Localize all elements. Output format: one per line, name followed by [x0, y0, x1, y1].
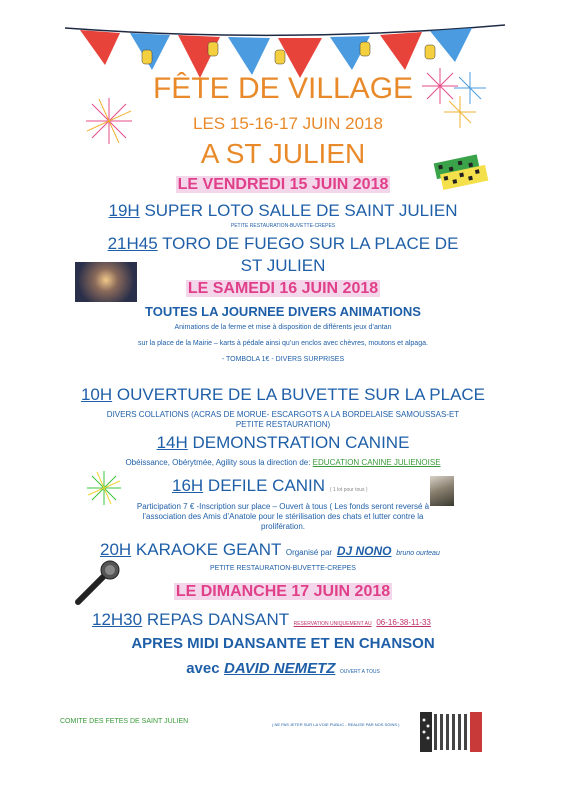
- canine-club: EDUCATION CANINE JULIENOISE: [312, 458, 441, 467]
- participation-line-1: Participation 7 € -Inscription sur place – Ouvert à tous ( Les fonds seront reversé à: [136, 502, 430, 511]
- defile-row: [172, 476, 492, 496]
- defile-text: DEFILE CANIN: [207, 476, 326, 495]
- artist-row: [0, 660, 566, 678]
- loto-row: [0, 201, 566, 221]
- collations-line-1: DIVERS COLLATIONS (ACRAS DE MORUE- ESCARGOTS A LA BORDELAISE SAMOUSSAS-ET: [106, 410, 460, 419]
- event-title: FÊTE DE VILLAGE: [152, 72, 414, 105]
- karaoke-row: [100, 540, 520, 560]
- karaoke-text: KARAOKE GEANT: [135, 540, 282, 559]
- buvette-row: [0, 385, 566, 405]
- committee-name: COMITE DES FETES DE SAINT JULIEN: [60, 718, 189, 725]
- canine-time: 14H: [156, 433, 188, 452]
- loto-note: PETITE RESTAURATION-BUVETTE-CREPES: [230, 223, 336, 229]
- canine-detail-row: [0, 458, 566, 467]
- buvette-time: 10H: [80, 385, 113, 404]
- loto-text: SUPER LOTO SALLE DE SAINT JULIEN: [144, 201, 458, 220]
- toro-row: [0, 234, 566, 254]
- buvette-text: OUVERTURE DE LA BUVETTE SUR LA PLACE: [116, 385, 486, 404]
- participation-line-3: prolifération.: [260, 522, 306, 531]
- animations-line-1: Animations de la ferme et mise à disposition de différents jeux d’antan: [174, 324, 392, 331]
- saturday-heading-row: [0, 280, 566, 298]
- canine-row: [0, 433, 566, 453]
- event-place: A ST JULIEN: [200, 138, 366, 169]
- accordion-image: [418, 706, 484, 758]
- defile-time: 16H: [172, 476, 204, 495]
- artist-note: OUVERT A TOUS: [339, 669, 380, 675]
- friday-heading: LE VENDREDI 15 JUIN 2018: [177, 176, 389, 193]
- sparkler-image: [86, 470, 122, 506]
- karaoke-time: 20H: [100, 540, 132, 559]
- toro-time: 21H45: [107, 234, 158, 253]
- tombola: - TOMBOLA 1€ - DIVERS SURPRISES: [221, 356, 345, 363]
- reservation-label: RESERVATION UNIQUEMENT AU: [293, 621, 372, 627]
- saturday-heading: LE SAMEDI 16 JUIN 2018: [187, 280, 379, 297]
- toro-text-2: ST JULIEN: [240, 256, 326, 275]
- artist-name: DAVID NEMETZ: [224, 660, 336, 677]
- karaoke-organiser-label: Organisé par: [285, 548, 333, 557]
- repas-row: [92, 610, 532, 630]
- collations-line-2: PETITE RESTAURATION): [235, 420, 331, 429]
- repas-text: REPAS DANSANT: [146, 610, 289, 629]
- canine-text: DEMONSTRATION CANINE: [192, 433, 410, 452]
- karaoke-dj: DJ NONO: [336, 544, 392, 558]
- participation-line-2: l’association des Amis d’Anatole pour le stérilisation des chats et lutter contre la: [142, 512, 424, 521]
- saturday-day-title: TOUTES LA JOURNEE DIVERS ANIMATIONS: [145, 304, 421, 319]
- apres-midi: APRES MIDI DANSANTE ET EN CHANSON: [131, 635, 435, 652]
- reservation-phone: 06-16-38-11-33: [376, 618, 431, 627]
- avec-label: avec: [186, 660, 220, 677]
- sunday-heading-row: [0, 583, 566, 601]
- animations-line-2: sur la place de la Mairie – karts à pédale ainsi qu’un enclos avec chèvres, moutons et alpaga.: [138, 340, 428, 347]
- karaoke-dj-name: bruno ourteau: [396, 550, 440, 557]
- toro-text: TORO DE FUEGO SUR LA PLACE DE: [162, 234, 459, 253]
- sunday-heading: LE DIMANCHE 17 JUIN 2018: [175, 583, 391, 600]
- karaoke-note: PETITE RESTAURATION-BUVETTE-CREPES: [210, 565, 356, 572]
- repas-time: 12H30: [92, 610, 143, 629]
- loto-time: 19H: [108, 201, 140, 220]
- friday-heading-row: [0, 176, 566, 194]
- defile-note: ( 1 lot pour tous ): [329, 487, 368, 493]
- event-dates: LES 15-16-17 JUIN 2018: [193, 114, 383, 133]
- canine-detail: Obéissance, Obérytmée, Agility sous la direction de:: [125, 458, 311, 467]
- footer-disclaimer: ( NE PAS JETER SUR LA VOIE PUBLIC - REALISE PAR NOS SOINS ): [272, 722, 400, 727]
